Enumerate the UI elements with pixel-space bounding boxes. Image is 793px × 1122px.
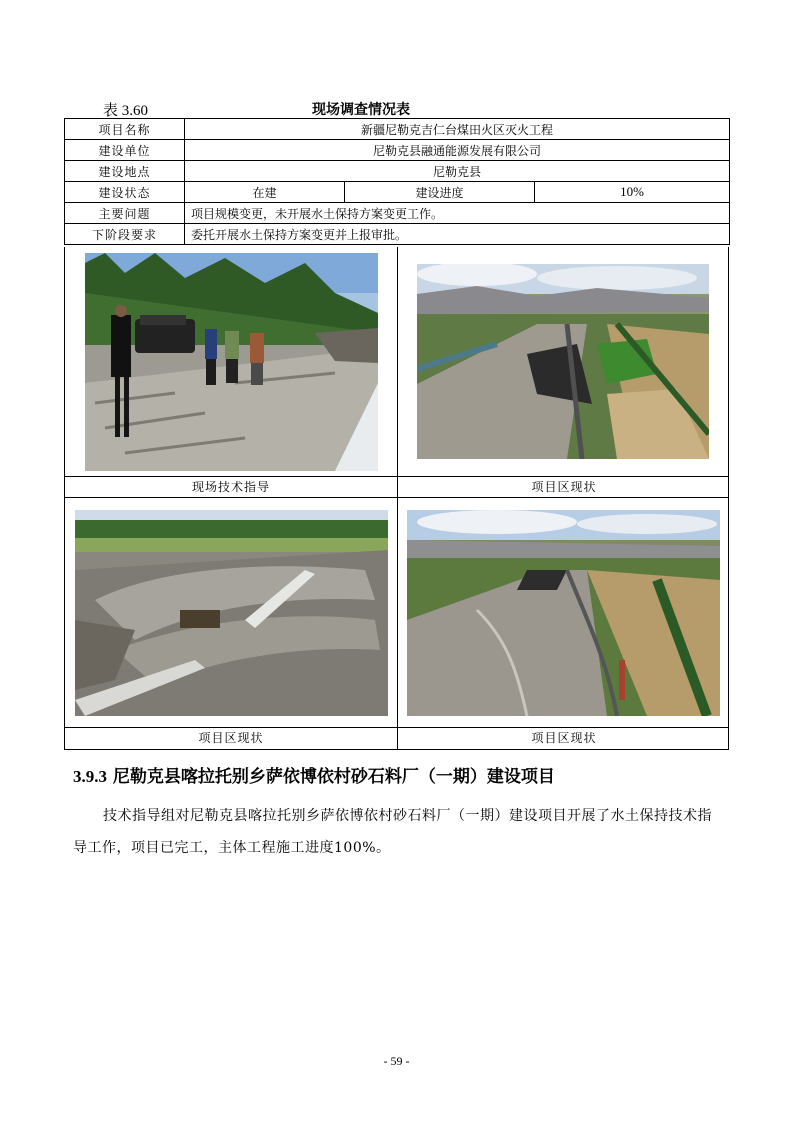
table-row <box>65 161 730 182</box>
project-name-value: 新疆尼勒克吉仁台煤田火区灭火工程 <box>185 119 730 140</box>
table-title: 现场调查情况表 <box>312 102 410 118</box>
progress-label: 建设进度 <box>345 182 535 203</box>
location-label: 建设地点 <box>65 161 185 182</box>
progress-value: 10% <box>535 182 730 203</box>
builder-value: 尼勒克县融通能源发展有限公司 <box>185 140 730 161</box>
project-area-photo-1 <box>417 264 709 459</box>
photo-caption-2: 项目区现状 <box>531 480 597 494</box>
table-caption <box>0 99 793 117</box>
builder-label: 建设单位 <box>65 140 185 161</box>
photo-caption-4: 项目区现状 <box>531 731 597 745</box>
next-steps-label: 下阶段要求 <box>65 224 185 245</box>
site-guidance-photo <box>85 253 378 471</box>
table-number: 表 3.60 <box>103 103 149 119</box>
issues-value: 项目规模变更，未开展水土保持方案变更工作。 <box>185 203 730 224</box>
status-value: 在建 <box>185 182 345 203</box>
status-label: 建设状态 <box>65 182 185 203</box>
survey-table <box>64 118 730 245</box>
grid-divider <box>65 497 728 498</box>
section-title: 尼勒克县喀拉托别乡萨依博依村砂石料厂（一期）建设项目 <box>112 767 555 787</box>
issues-label: 主要问题 <box>65 203 185 224</box>
photo-caption-1: 现场技术指导 <box>191 480 270 494</box>
project-area-photo-2 <box>75 510 388 716</box>
section-heading <box>73 762 555 787</box>
grid-divider <box>397 247 398 749</box>
next-steps-value: 委托开展水土保持方案变更并上报审批。 <box>185 224 730 245</box>
table-row <box>65 140 730 161</box>
body-paragraph: 技术指导组对尼勒克县喀拉托别乡萨依博依村砂石料厂（一期）建设项目开展了水土保持技术指导工作，项目已完工，主体工程施工进度100%。 <box>73 808 712 856</box>
table-row <box>65 119 730 140</box>
table-row <box>65 182 730 203</box>
project-area-photo-3 <box>407 510 720 716</box>
photo-grid <box>64 247 729 750</box>
photo-caption-3: 项目区现状 <box>198 731 264 745</box>
location-value: 尼勒克县 <box>185 161 730 182</box>
table-row <box>65 203 730 224</box>
page-number: - 59 - <box>383 1054 410 1068</box>
table-row <box>65 224 730 245</box>
section-number: 3.9.3 <box>73 767 107 786</box>
project-name-label: 项目名称 <box>65 119 185 140</box>
